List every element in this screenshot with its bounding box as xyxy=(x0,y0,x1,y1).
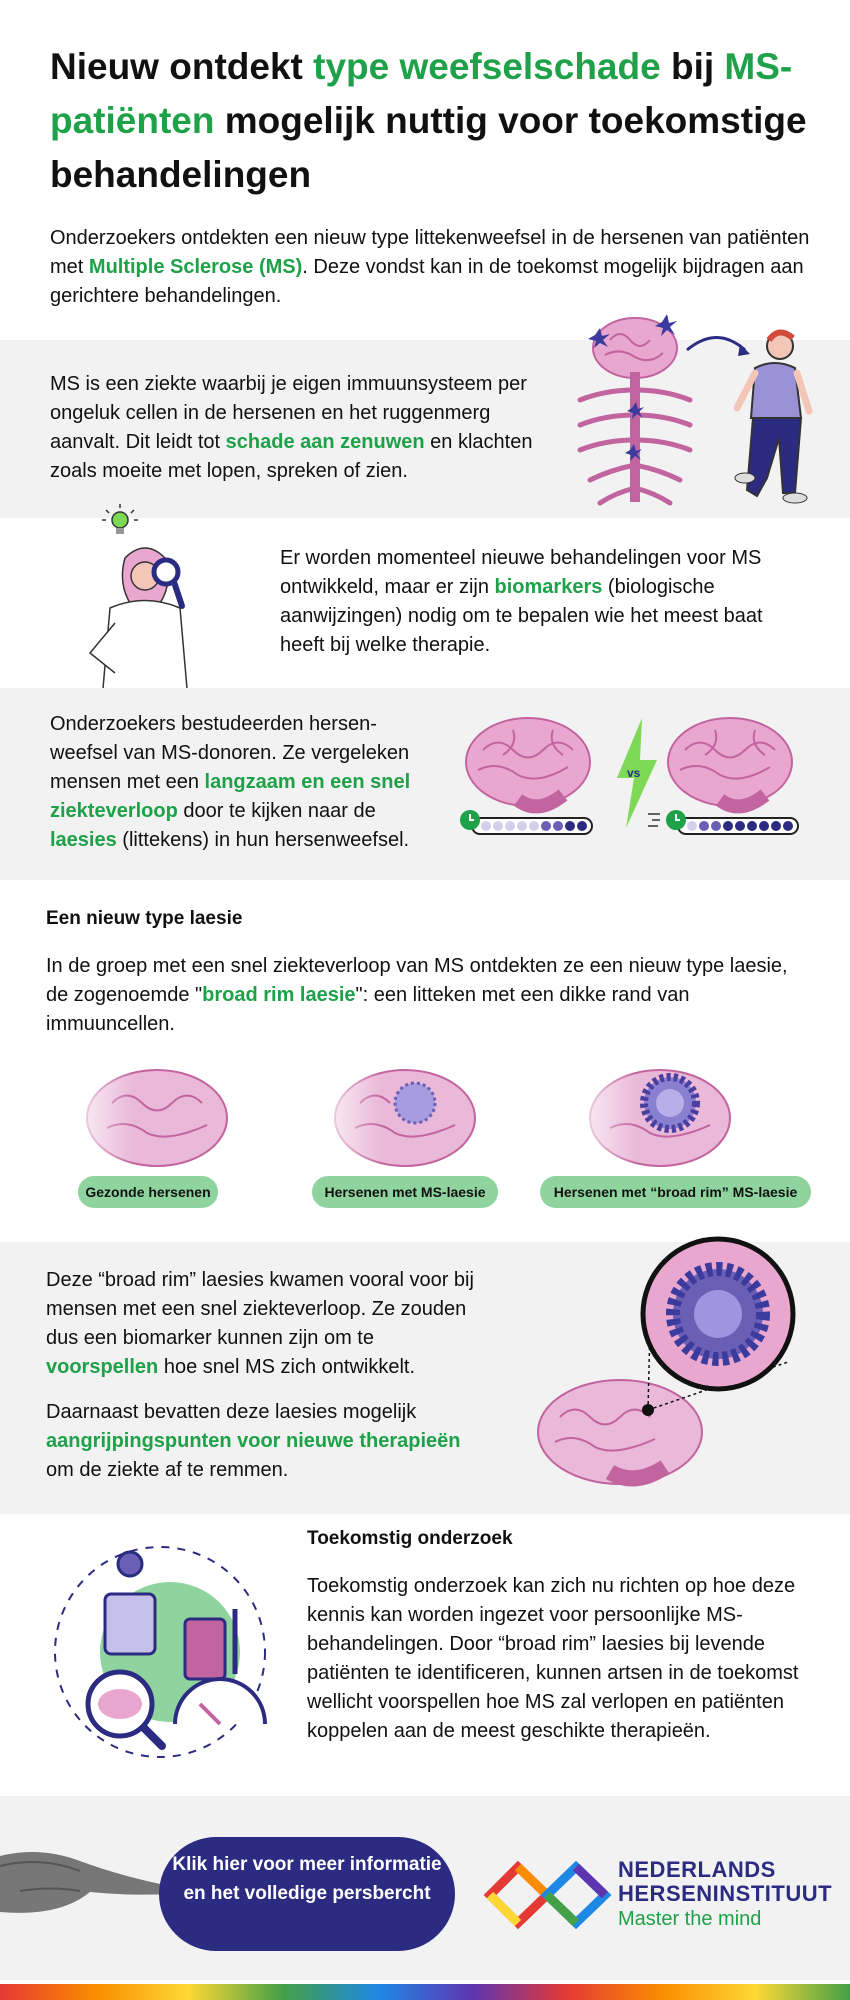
section-ms-explanation xyxy=(0,340,850,518)
more-info-button[interactable]: Klik hier voor meer informatie en het volledige persbercht xyxy=(159,1837,455,1951)
pointing-hand-icon xyxy=(0,1836,175,1926)
lightbulb-icon xyxy=(100,502,140,542)
logo-line-1: NEDERLANDS xyxy=(618,1857,776,1882)
section-broad-rim xyxy=(0,1242,850,1514)
research-paragraph: Onderzoekers bestudeerden hersen-weefsel van MS-donoren. Ze vergeleken mensen met een langzaam en een snel ziekteverloop door te kijken naar de laesies (littekens) in hun hersenweefsel. xyxy=(50,713,411,851)
biomarkers-paragraph: Er worden momenteel nieuwe behandelingen voor MS ontwikkeld, maar er zijn biomarkers (biologische aanwijzingen) nodig om te bepalen wie het meest baat heeft bij welke therapie. xyxy=(280,547,763,656)
title-highlight: MS-patiënten xyxy=(50,46,793,141)
brain-clock-icon xyxy=(660,710,800,840)
brain-lesion-icon xyxy=(310,1058,470,1170)
logo-tagline: Master the mind xyxy=(618,1908,762,1930)
scientist-magnifier-icon xyxy=(70,538,220,703)
lesion-heading: Een nieuw type laesie xyxy=(46,908,243,929)
medicine-research-icon xyxy=(50,1544,270,1762)
zoom-circle-icon xyxy=(520,1232,820,1514)
brain-clock-icon xyxy=(458,710,598,840)
future-paragraph: Toekomstig onderzoek kan zich nu richten op hoe deze kennis kan worden ingezet voor persoonlijke MS-behandelingen. Door “broad rim” laesies bij levende patiënten te identificeren, kunnen artsen in de toekomst wellicht voorspellen hoe MS zal verlopen en patiënten koppelen aan de meest geschikte therapieën. xyxy=(307,1575,799,1742)
walking-person-icon xyxy=(725,328,815,508)
rainbow-bar xyxy=(0,1984,850,2000)
title-text: mogelijk nuttig voor toekomstige behandelingen xyxy=(50,100,807,195)
broad-rim-brain-icon xyxy=(565,1058,725,1170)
footer xyxy=(0,1796,850,1980)
section-biomarkers xyxy=(0,518,850,688)
nhi-logo-icon xyxy=(485,1858,610,1932)
brain-spine-icon xyxy=(570,310,700,510)
ms-paragraph: MS is een ziekte waarbij je eigen immuunsysteem per ongeluk cellen in de hersenen en het ruggenmerg aanvalt. Dit leidt tot schade aan zenuwen en klachten zoals moeite met lopen, spreken of zien. xyxy=(50,373,533,482)
future-heading: Toekomstig onderzoek xyxy=(307,1528,513,1549)
title-text: Nieuw ontdekt xyxy=(50,46,314,87)
title-text: bij xyxy=(660,46,725,87)
healthy-brain-icon xyxy=(62,1058,222,1170)
section-research xyxy=(0,688,850,880)
label-ms-lesion: Hersenen met MS-laesie xyxy=(312,1176,498,1208)
label-broad-rim-lesion: Hersenen met “broad rim” MS-laesie xyxy=(540,1176,811,1208)
title-highlight: type weefselschade xyxy=(313,46,661,87)
broad-rim-paragraph-2: Daarnaast bevatten deze laesies mogelijk aangrijpingspunten voor nieuwe therapieën om de ziekte af te remmen. xyxy=(46,1401,461,1481)
intro-paragraph: Onderzoekers ontdekten een nieuw type littekenweefsel in de hersenen van patiënten met Multiple Sclerose (MS). Deze vondst kan in de toekomst mogelijk bijdragen aan gerichtere behandelingen. xyxy=(50,227,810,307)
page-title xyxy=(50,40,810,202)
vs-label: vs xyxy=(627,766,641,780)
label-healthy-brain: Gezonde hersenen xyxy=(78,1176,218,1208)
logo-line-2: HERSENINSTITUUT xyxy=(618,1881,833,1906)
lesion-paragraph: In de groep met een snel ziekteverloop van MS ontdekten ze een nieuw type laesie, de zogenoemde "broad rim laesie": een litteken met een dikke rand van immuuncellen. xyxy=(46,955,788,1035)
broad-rim-paragraph-1: Deze “broad rim” laesies kwamen vooral voor bij mensen met een snel ziekteverloop. Ze zouden dus een biomarker kunnen zijn om te voorspellen hoe snel MS zich ontwikkelt. xyxy=(46,1269,474,1378)
